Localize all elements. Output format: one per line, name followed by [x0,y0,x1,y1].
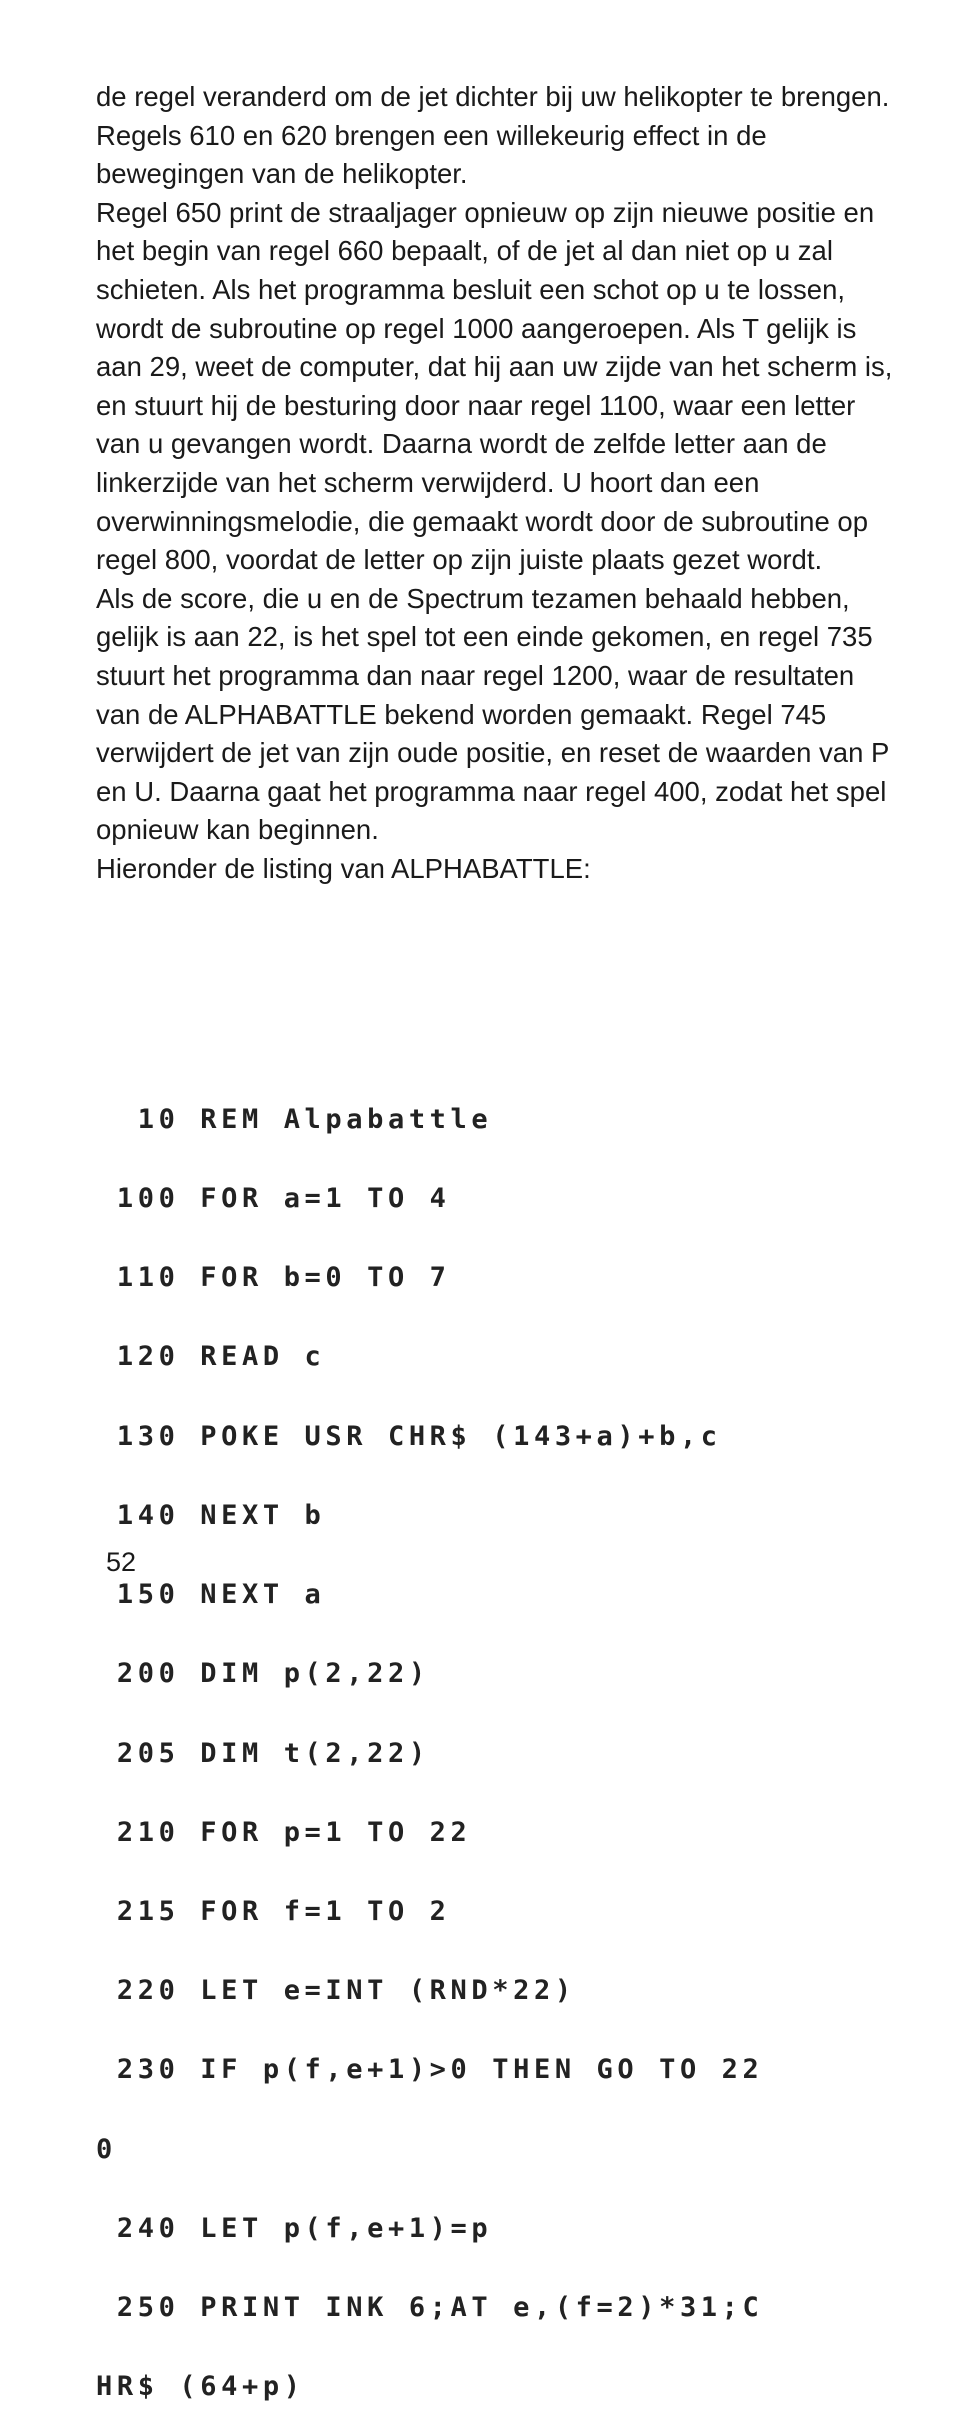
paragraph: Hieronder de listing van ALPHABATTLE: [96,852,591,884]
listing-line: 120 READ c [96,1341,326,1373]
basic-program-listing [96,1054,916,2427]
listing-line: 130 POKE USR CHR$ (143+a)+b,c [96,1420,722,1452]
listing-line: 240 LET p(f,e+1)=p [96,2212,493,2244]
body-text [96,78,896,888]
listing-line: HR$ (64+p) [96,2371,305,2403]
listing-line: 220 LET e=INT (RND*22) [96,1975,576,2007]
listing-line: 230 IF p(f,e+1)>0 THEN GO TO 22 [96,2054,764,2086]
paragraph: Regel 650 print de straaljager opnieuw op zijn nieuwe positie en het begin van regel 660 bepaalt, of de jet al dan niet op u zal schieten. Als het programma besluit een schot op u te lossen, wordt de subroutine op regel 1000 aangeroepen. Als T gelijk is aan 29, weet de computer, dat hij aan uw zijde van het scherm is, en stuurt hij de besturing door naar regel 1100, waar een letter van u gevangen wordt. Daarna wordt de zelfde letter aan de linkerzijde van het scherm verwijderd. U hoort dan een overwinningsmelodie, die gemaakt wordt door de subroutine op regel 800, voordat de letter op zijn juiste plaats gezet wordt. [96,196,893,576]
listing-line: 250 PRINT INK 6;AT e,(f=2)*31;C [96,2292,764,2324]
listing-line: 140 NEXT b [96,1499,326,1531]
listing-line: 205 DIM t(2,22) [96,1737,430,1769]
paragraph: Als de score, die u en de Spectrum tezamen behaald hebben, gelijk is aan 22, is het spel tot een einde gekomen, en regel 735 stuurt het programma dan naar regel 1200, waar de resultaten van de ALPHABATTLE bekend worden gemaakt. Regel 745 verwijdert de jet van zijn oude positie, en reset de waarden van P en U. Daarna gaat het programma naar regel 400, zodat het spel opnieuw kan beginnen. [96,582,889,846]
listing-line: 0 [96,2133,117,2165]
listing-line: 10 REM Alpabattle [96,1103,493,1135]
listing-line: 215 FOR f=1 TO 2 [96,1896,451,1927]
listing-line: 150 NEXT a [96,1579,326,1611]
paragraph: de regel veranderd om de jet dichter bij uw helikopter te brengen. Regels 610 en 620 brengen een willekeurig effect in de bewegingen van de helikopter. [96,81,890,190]
listing-line: 200 DIM p(2,22) [96,1658,430,1690]
page-number: 52 [106,1547,137,1577]
listing-line: 100 FOR a=1 TO 4 [96,1183,451,1215]
listing-line: 210 FOR p=1 TO 22 [96,1816,472,1848]
listing-line: 110 FOR b=0 TO 7 [96,1262,451,1294]
